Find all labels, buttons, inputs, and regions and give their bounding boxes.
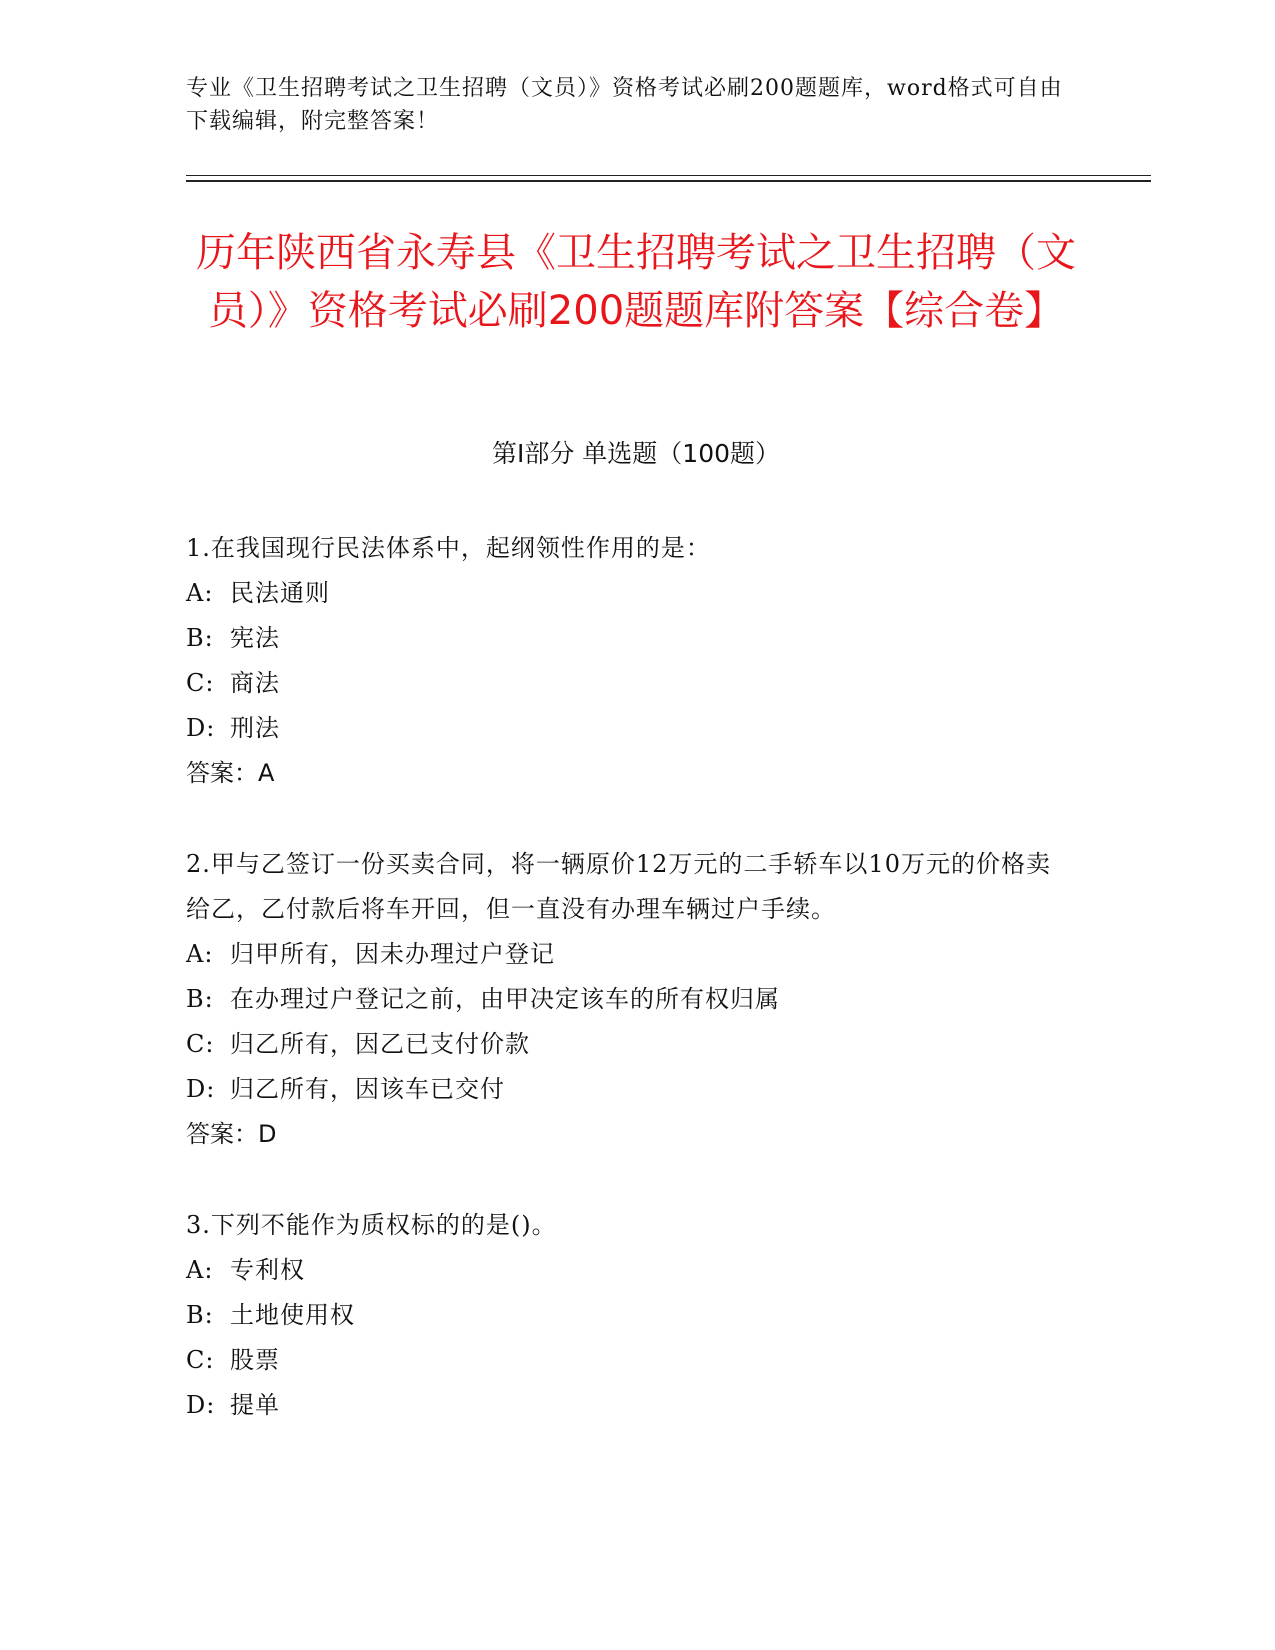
answer-key: 答案：D: [186, 1120, 277, 1148]
option-text: 专利权: [230, 1256, 305, 1284]
answer-key: 答案：A: [186, 759, 275, 787]
option-key: A:: [186, 1256, 214, 1284]
answer-option: [186, 661, 1066, 706]
option-text: 股票: [230, 1346, 280, 1374]
document-title: 历年陕西省永寿县《卫生招聘考试之卫生招聘（文员）》资格考试必刷200题题库附答案【综合卷】: [196, 230, 1076, 334]
option-key: B:: [186, 624, 214, 652]
document-intro: 专业《卫生招聘考试之卫生招聘（文员）》资格考试必刷200题题库，word格式可自由下载编辑，附完整答案！: [186, 76, 1063, 134]
option-text: 归甲所有，因未办理过户登记: [230, 940, 555, 968]
option-text: 商法: [230, 669, 280, 697]
option-key: A:: [186, 940, 214, 968]
question-stem: 1.在我国现行民法体系中，起纲领性作用的是：: [186, 534, 711, 562]
answer-option: [186, 932, 1066, 977]
option-key: C:: [186, 1346, 215, 1374]
header-divider-thick: [186, 180, 1151, 182]
answer-option: [186, 1293, 1066, 1338]
option-text: 归乙所有，因该车已交付: [230, 1075, 505, 1103]
question-stem: 3.下列不能作为质权标的的是()。: [186, 1211, 557, 1239]
question-list: [186, 526, 1066, 1474]
answer-option: [186, 1338, 1066, 1383]
answer-option: [186, 1067, 1066, 1112]
answer-option: [186, 1022, 1066, 1067]
section-title: 第Ⅰ部分 单选题（100题）: [491, 439, 781, 468]
answer-option: [186, 1383, 1066, 1428]
option-key: D:: [186, 1075, 216, 1103]
option-text: 宪法: [230, 624, 280, 652]
option-key: B:: [186, 1301, 214, 1329]
option-text: 在办理过户登记之前，由甲决定该车的所有权归属: [230, 985, 780, 1013]
option-key: D:: [186, 714, 216, 742]
question-2: [186, 842, 1066, 1157]
option-key: B:: [186, 985, 214, 1013]
option-text: 归乙所有，因乙已支付价款: [230, 1030, 530, 1058]
question-stem: 2.甲与乙签订一份买卖合同，将一辆原价12万元的二手轿车以10万元的价格卖给乙，乙付款后将车开回，但一直没有办理车辆过户手续。: [186, 850, 1051, 923]
option-key: A:: [186, 579, 214, 607]
answer-option: [186, 616, 1066, 661]
question-3: [186, 1203, 1066, 1428]
answer-option: [186, 977, 1066, 1022]
option-key: D:: [186, 1391, 216, 1419]
option-text: 民法通则: [230, 579, 330, 607]
answer-option: [186, 706, 1066, 751]
option-key: C:: [186, 669, 215, 697]
question-1: [186, 526, 1066, 796]
answer-option: [186, 571, 1066, 616]
option-text: 提单: [230, 1391, 280, 1419]
header-divider-thin: [186, 175, 1151, 176]
option-text: 土地使用权: [230, 1301, 355, 1329]
option-key: C:: [186, 1030, 215, 1058]
answer-option: [186, 1248, 1066, 1293]
option-text: 刑法: [230, 714, 280, 742]
